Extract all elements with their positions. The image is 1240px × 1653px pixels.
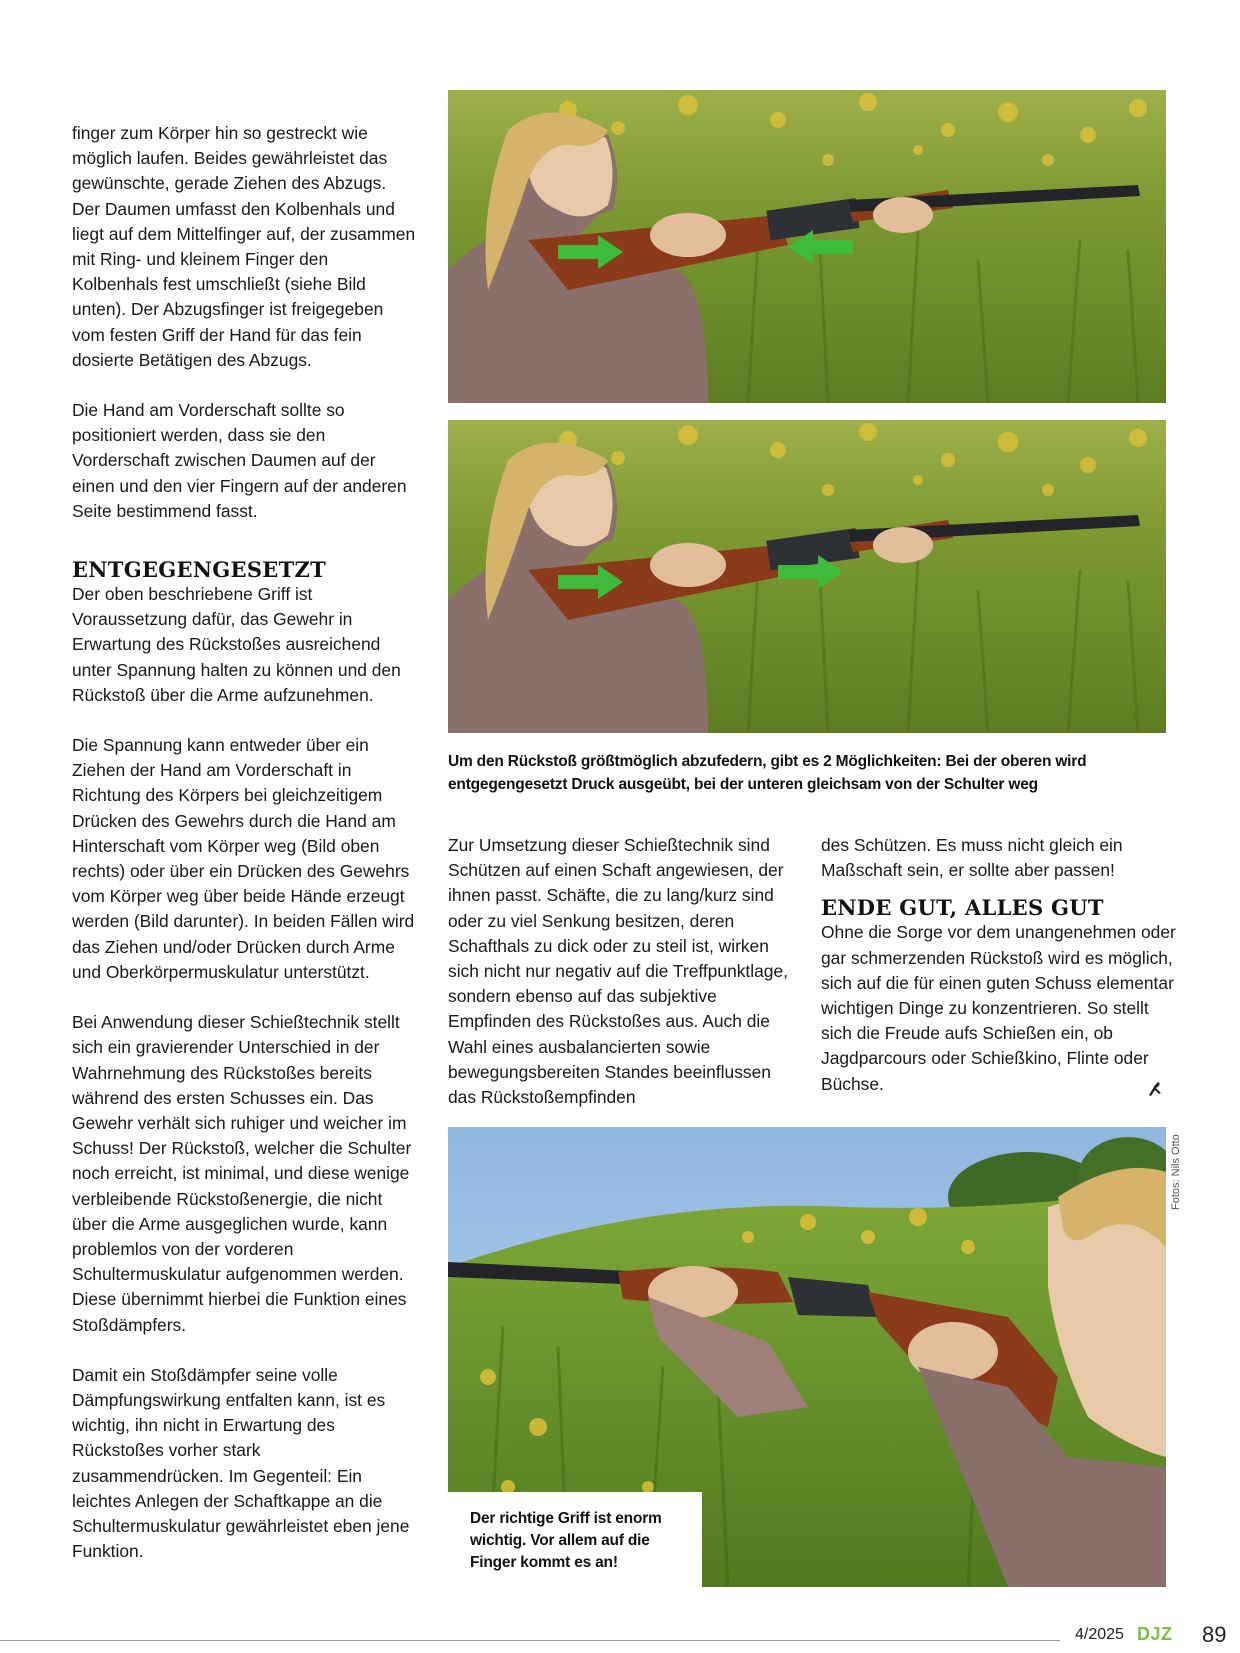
- caption-line: wichtig. Vor allem auf die: [470, 1532, 650, 1549]
- caption-line: Der richtige Griff ist enorm: [470, 1510, 662, 1527]
- paragraph: Der oben beschriebene Griff ist Voraussetzung dafür, das Gewehr in Erwartung des Rückstoßes ausreichend unter Spannung halten zu können und den Rückstoß über die Arme aufzunehmen.: [72, 584, 401, 705]
- caption-line: Um den Rückstoß größtmöglich abzufedern, gibt es 2 Möglichkeiten: Bei der oberen wird: [448, 753, 1087, 770]
- issue-number: 4/2025: [1075, 1626, 1124, 1643]
- section-heading-entgegengesetzt: ENTGEGENGESETZT: [72, 557, 327, 583]
- caption-top-photos: [448, 750, 1166, 796]
- text-column-left: [72, 121, 417, 1564]
- magazine-name: DJZ: [1137, 1624, 1173, 1644]
- photo-shooter-pull-push: [448, 90, 1166, 403]
- text-column-middle: [448, 833, 793, 1110]
- paragraph: Damit ein Stoßdämpfer seine volle Dämpfungswirkung entfalten kann, ist es wichtig, ihn nicht in Erwartung des Rückstoßes vorher stark zusammendrücken. Im Gegenteil: Ein leichtes Anlegen der Schaftkappe an die Schultermuskulatur gewährleistet eben jene Funktion.: [72, 1364, 410, 1562]
- hunter-logo-icon: [1147, 1081, 1163, 1102]
- caption-line: Finger kommt es an!: [470, 1554, 618, 1571]
- photo-credit: Fotos: Nils Otto: [1170, 1134, 1182, 1210]
- paragraph: Ohne die Sorge vor dem unangenehmen oder gar schmerzenden Rückstoß wird es möglich, sich auf die für einen guten Schuss elementar wichtigen Dinge zu konzentrieren. So stellt sich die Freude aufs Schießen ein, ob Jagdparcours oder Schießkino, Flinte oder Büchse.: [821, 922, 1176, 1094]
- paragraph: des Schützen. Es muss nicht gleich ein Maßschaft sein, er sollte aber passen!: [821, 835, 1123, 881]
- page-footer: [1075, 1622, 1235, 1652]
- paragraph: Die Spannung kann entweder über ein Ziehen der Hand am Vorderschaft in Richtung des Körpers bei gleichzeitigem Drücken des Gewehrs durch die Hand am Hinterschaft vom Körper weg (Bild oben rechts) oder über ein Drücken des Gewehrs vom Körper weg über beide Hände erzeugt werden (Bild darunter). In beiden Fällen wird das Ziehen und/oder Drücken durch Arme und Oberkörpermuskulatur unterstützt.: [72, 735, 415, 982]
- page-number: 89: [1202, 1622, 1227, 1647]
- footer-divider: [0, 1640, 1060, 1641]
- paragraph: Die Hand am Vorderschaft sollte so positioniert werden, dass sie den Vorderschaft zwischen Daumen auf der einen und den vier Fingern auf der anderen Seite bestimmend fasst.: [72, 400, 407, 521]
- paragraph: finger zum Körper hin so gestreckt wie möglich laufen. Beides gewährleistet das gewünschte, gerade Ziehen des Abzugs. Der Daumen umfasst den Kolbenhals und liegt auf dem Mittelfinger auf, der zusammen mit Ring- und kleinem Finger den Kolbenhals fest umschließt (siehe Bild unten). Der Abzugsfinger ist freigegeben vom festen Griff der Hand für das fein dosierte Betätigen des Abzugs.: [72, 123, 416, 370]
- paragraph: Zur Umsetzung dieser Schießtechnik sind Schützen auf einen Schaft angewiesen, der ihnen passt. Schäfte, die zu lang/kurz sind oder zu viel Senkung besitzen, deren Schafthals zu dick oder zu steil ist, wirken sich nicht nur negativ auf die Treffpunktlage, sondern ebenso auf das subjektive Empfinden des Rückstoßes aus. Auch die Wahl eines ausbalancierten sowie bewegungsbereiten Standes beeinflussen das Rückstoßempfinden: [448, 835, 788, 1108]
- caption-bottom-photo: [470, 1508, 700, 1574]
- text-column-right: [821, 833, 1176, 1097]
- caption-line: entgegengesetzt Druck ausgeübt, bei der unteren gleichsam von der Schulter weg: [448, 776, 1038, 793]
- paragraph: Bei Anwendung dieser Schießtechnik stellt sich ein gravierender Unterschied in der Wahrnehmung des Rückstoßes bereits während des ersten Schusses ein. Das Gewehr verhält sich ruhiger und weicher im Schuss! Der Rückstoß, welcher die Schulter noch erreicht, ist minimal, und diese wenige verbleibende Rückstoßenergie, die nicht über die Arme ausgeglichen wurde, kann problemlos von der vorderen Schultermuskulatur aufgenommen werden. Diese übernimmt hierbei die Funktion eines Stoßdämpfers.: [72, 1012, 412, 1335]
- section-heading-ende-gut: ENDE GUT, ALLES GUT: [821, 895, 1104, 921]
- photo-shooter-push-push: [448, 420, 1166, 733]
